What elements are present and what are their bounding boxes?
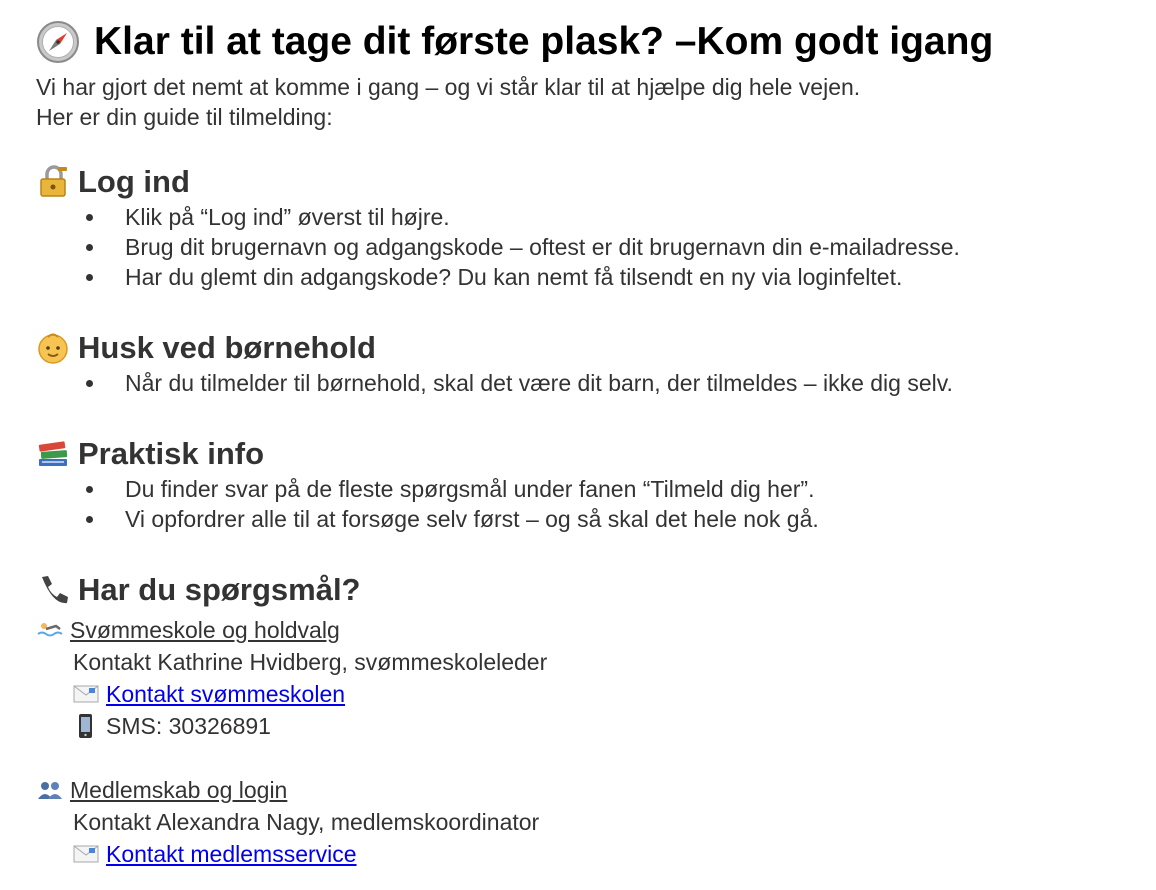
section-heading-login-text: Log ind [78,164,190,199]
contact-swim-sms [36,710,1146,742]
section-heading-children-text: Husk ved børnehold [78,330,376,365]
page-title-text: Klar til at tage dit første plask? –Kom godt igang [94,20,994,63]
contact-member-person-text: Kontakt Alexandra Nagy, medlemskoordinator [73,809,540,835]
children-bullet-list [36,368,1146,398]
lock-icon [36,165,70,199]
contact-member-mail-link[interactable]: Kontakt medlemsservice [106,841,357,867]
books-icon [36,437,70,471]
contact-swim-sms-text: SMS: 30326891 [106,713,271,739]
contact-swim-person-text: Kontakt Kathrine Hvidberg, svømmeskoleleder [73,649,548,675]
intro-line-2: Her er din guide til tilmelding: [36,104,333,130]
page [36,0,1146,870]
contact-member-person [36,806,1146,838]
contact-swim-person [36,646,1146,678]
section-heading-info [36,434,1146,474]
contact-swim-mail-link[interactable]: Kontakt svømmeskolen [106,681,346,707]
list-item: Når du tilmelder til børnehold, skal det være dit barn, der tilmeldes – ikke dig selv. [36,368,1146,398]
telephone-icon [36,573,70,607]
contact-member-label: Medlemskab og login [70,777,288,803]
contact-swim-mail [36,678,1146,710]
baby-face-icon [36,331,70,365]
contact-swim-heading [36,614,1146,646]
envelope-icon [73,684,100,704]
compass-icon [36,20,80,64]
list-item: Har du glemt din adgangskode? Du kan nemt få tilsendt en ny via loginfeltet. [36,262,1146,292]
list-item: Brug dit brugernavn og adgangskode – oftest er dit brugernavn din e-mailadresse. [36,232,1146,262]
info-bullet-list [36,474,1146,534]
contact-member-mail [36,838,1146,870]
list-item: Vi opfordrer alle til at forsøge selv først – og så skal det hele nok gå. [36,504,1146,534]
page-title [36,14,1146,70]
contact-member-heading [36,774,1146,806]
people-icon [36,780,64,800]
section-heading-questions [36,570,1146,610]
mobile-phone-icon [73,713,100,739]
swimmer-icon [36,620,64,640]
section-heading-info-text: Praktisk info [78,436,265,471]
intro-line-1: Vi har gjort det nemt at komme i gang – og vi står klar til at hjælpe dig hele vejen. [36,74,861,100]
section-heading-questions-text: Har du spørgsmål? [78,572,361,607]
envelope-icon [73,844,100,864]
list-item: Klik på “Log ind” øverst til højre. [36,202,1146,232]
list-item: Du finder svar på de fleste spørgsmål under fanen “Tilmeld dig her”. [36,474,1146,504]
intro-text [36,72,1146,132]
contact-swim-label: Svømmeskole og holdvalg [70,617,340,643]
login-bullet-list [36,202,1146,292]
section-heading-children [36,328,1146,368]
section-heading-login [36,162,1146,202]
